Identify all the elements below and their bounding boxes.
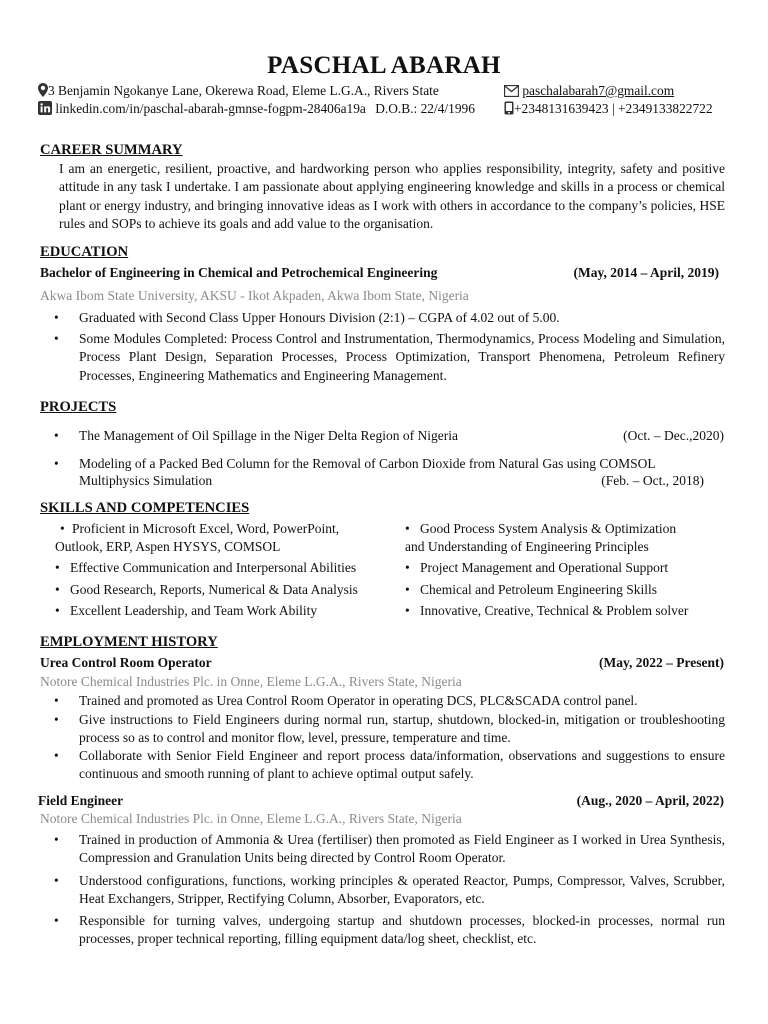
skill-item: Innovative, Creative, Technical & Problem solver bbox=[420, 603, 689, 618]
skills-heading: SKILLS AND COMPETENCIES bbox=[40, 500, 250, 516]
phone-icon bbox=[504, 101, 514, 116]
company-name: Notore Chemical Industries Plc. in Onne, Eleme L.G.A., Rivers State, Nigeria bbox=[40, 674, 462, 689]
bullet-icon: • bbox=[405, 560, 410, 575]
bullet-icon: • bbox=[54, 456, 59, 471]
map-pin-icon bbox=[38, 83, 48, 98]
employment-heading: EMPLOYMENT HISTORY bbox=[40, 634, 218, 650]
skill-item-continued: and Understanding of Engineering Principles bbox=[405, 539, 649, 554]
skill-item-continued: Outlook, ERP, Aspen HYSYS, COMSOL bbox=[55, 539, 281, 554]
skill-item: Project Management and Operational Support bbox=[420, 560, 669, 575]
address-text: 3 Benjamin Ngokanye Lane, Okerewa Road, Eleme L.G.A., Rivers State bbox=[48, 83, 439, 98]
linkedin-icon bbox=[38, 101, 52, 116]
skill-item: Chemical and Petroleum Engineering Skills bbox=[420, 582, 657, 597]
linkedin-line bbox=[38, 100, 475, 118]
bullet-icon: • bbox=[54, 712, 59, 727]
project-dates: (Oct. – Dec.,2020) bbox=[623, 428, 724, 443]
career-summary-heading: CAREER SUMMARY bbox=[40, 142, 183, 158]
address-line bbox=[38, 82, 439, 100]
bullet-icon: • bbox=[60, 521, 65, 536]
skill-item: Effective Communication and Interpersonal Abilities bbox=[70, 560, 357, 575]
project-title-continued: Multiphysics Simulation bbox=[79, 473, 213, 488]
career-summary-text: I am an energetic, resilient, proactive, and hardworking person who applies responsibility, integrity, safety and positive attitude in any task I undertake. I am passionate about applying engineering knowledge and skills in a process or chemical plant or energy industry, and bringing innovative ideas as I work with others in accordance to the company’s policies, HSE rules and SOPs to achieve its goals and add value to the organisation. bbox=[59, 161, 725, 231]
job-bullet: Give instructions to Field Engineers during normal run, startup, shutdown, blocked-in, mitigation or troubleshooting process so as to control and monitor flow, level, pressure, temperature and time. bbox=[79, 712, 725, 746]
job-dates: (May, 2022 – Present) bbox=[599, 655, 724, 670]
school-name: Akwa Ibom State University, AKSU - Ikot Akpaden, Akwa Ibom State, Nigeria bbox=[40, 288, 469, 303]
job-bullet: Understood configurations, functions, working principles & operated Reactor, Pumps, Compressor, Valves, Scrubber, Heat Exchangers, Stripper, Rectifying Column, Absorber, Evaporators, etc. bbox=[79, 873, 725, 907]
education-bullet: Graduated with Second Class Upper Honours Division (2:1) – CGPA of 4.02 out of 5.00. bbox=[79, 310, 560, 325]
education-bullet: Some Modules Completed: Process Control and Instrumentation, Thermodynamics, Process Modeling and Simulation, Process Plant Design, Separation Processes, Process Optimization, Transport Phenomena, Petroleum Refinery Processes, Engineering Mathematics and Engineering Management. bbox=[79, 331, 725, 383]
candidate-name: PASCHAL ABARAH bbox=[267, 52, 501, 79]
bullet-icon: • bbox=[54, 748, 59, 763]
job-title: Urea Control Room Operator bbox=[40, 655, 212, 670]
email-line bbox=[504, 82, 674, 100]
bullet-icon: • bbox=[54, 832, 59, 847]
bullet-icon: • bbox=[54, 428, 59, 443]
phone-line bbox=[504, 100, 713, 118]
skill-item: Excellent Leadership, and Team Work Ability bbox=[70, 603, 318, 618]
projects-heading: PROJECTS bbox=[40, 399, 117, 415]
job-bullet: Trained and promoted as Urea Control Room Operator in operating DCS, PLC&SCADA control panel. bbox=[79, 693, 638, 708]
phone-numbers: +2348131639423 | +2349133822722 bbox=[514, 101, 713, 116]
bullet-icon: • bbox=[405, 521, 410, 536]
bullet-icon: • bbox=[54, 693, 59, 708]
envelope-icon bbox=[504, 83, 519, 98]
degree-title: Bachelor of Engineering in Chemical and Petrochemical Engineering bbox=[40, 265, 438, 280]
company-name: Notore Chemical Industries Plc. in Onne, Eleme L.G.A., Rivers State, Nigeria bbox=[40, 811, 462, 826]
linkedin-url[interactable]: linkedin.com/in/paschal-abarah-gmnse-fogpm-28406a19a bbox=[55, 101, 366, 116]
email-link[interactable]: paschalabarah7@gmail.com bbox=[522, 83, 675, 98]
date-of-birth: D.O.B.: 22/4/1996 bbox=[375, 101, 475, 116]
skill-item: Good Research, Reports, Numerical & Data Analysis bbox=[70, 582, 358, 597]
skill-item: Proficient in Microsoft Excel, Word, PowerPoint, bbox=[72, 521, 340, 536]
job-bullet: Trained in production of Ammonia & Urea (fertiliser) then promoted as Field Engineer as I worked in Urea Synthesis, Compression and Granulation Units being directed by Control Room Operator. bbox=[79, 832, 725, 866]
bullet-icon: • bbox=[405, 582, 410, 597]
bullet-icon: • bbox=[55, 560, 60, 575]
education-heading: EDUCATION bbox=[40, 244, 129, 260]
bullet-icon: • bbox=[54, 913, 59, 928]
degree-dates: (May, 2014 – April, 2019) bbox=[573, 265, 719, 280]
bullet-icon: • bbox=[55, 603, 60, 618]
bullet-icon: • bbox=[55, 582, 60, 597]
bullet-icon: • bbox=[54, 310, 59, 325]
job-title: Field Engineer bbox=[38, 793, 124, 808]
project-title: The Management of Oil Spillage in the Niger Delta Region of Nigeria bbox=[79, 428, 459, 443]
job-bullet: Responsible for turning valves, undergoing startup and shutdown processes, blocked-in processes, normal run processes, proper technical reporting, filling equipment data/log sheet, checklist, etc. bbox=[79, 913, 725, 947]
bullet-icon: • bbox=[405, 603, 410, 618]
project-title: Modeling of a Packed Bed Column for the Removal of Carbon Dioxide from Natural Gas using COMSOL bbox=[79, 456, 656, 471]
job-dates: (Aug., 2020 – April, 2022) bbox=[576, 793, 724, 808]
skill-item: Good Process System Analysis & Optimization bbox=[420, 521, 677, 536]
job-bullet: Collaborate with Senior Field Engineer and report process data/information, observations and suggestions to ensure continuous and smooth running of plant to achieve optimal output safely. bbox=[79, 748, 725, 782]
project-dates: (Feb. – Oct., 2018) bbox=[601, 473, 704, 488]
bullet-icon: • bbox=[54, 873, 59, 888]
bullet-icon: • bbox=[54, 331, 59, 346]
